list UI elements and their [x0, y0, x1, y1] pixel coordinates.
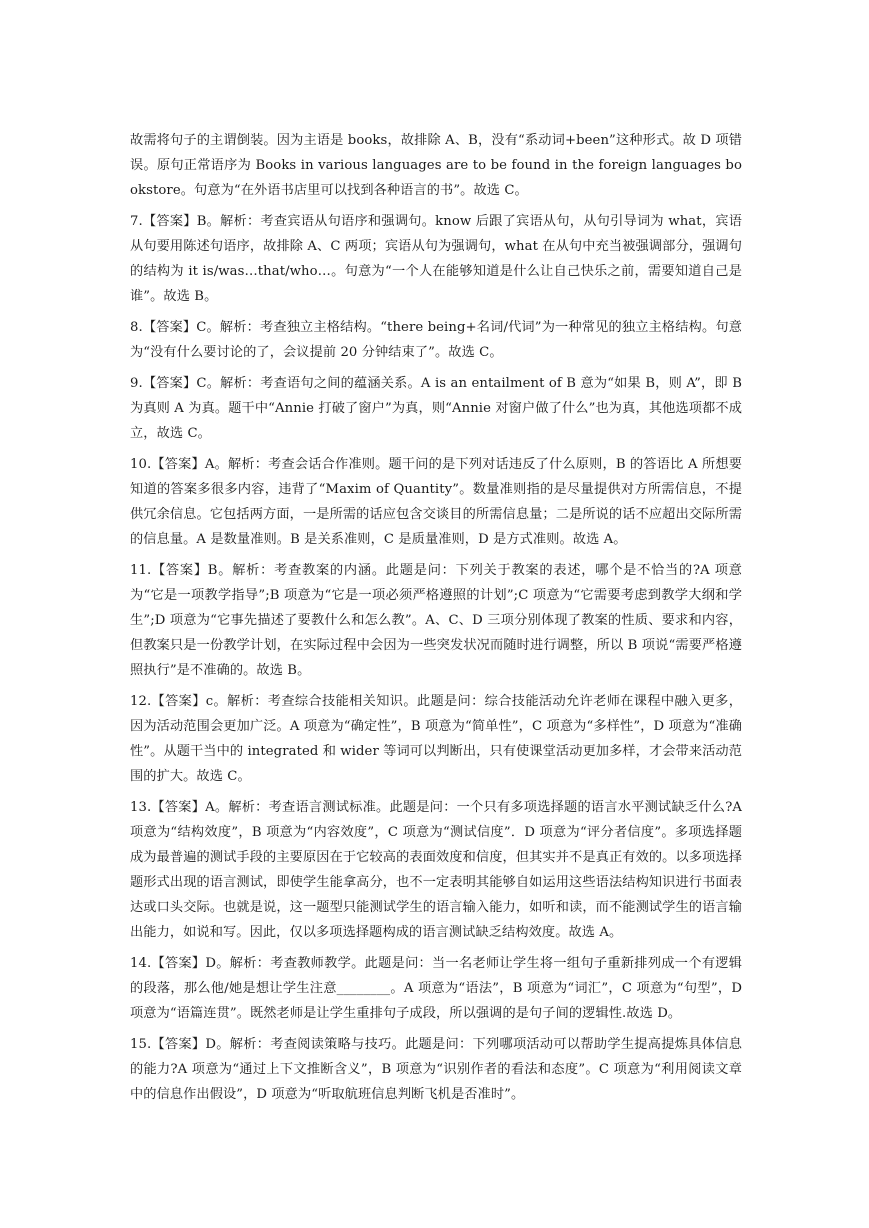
answer-13: 13.【答案】A。解析：考查语言测试标准。此题是问：一个只有多项选择题的语言水平测试缺乏什么?A 项意为“结构效度”，B 项意为“内容效度”，C 项意为“测试信度”．D 项意为“评分者信度”。多项选择题成为最普遍的测试手段的主要原因在于它较高的表面效度和信度，但其实并不是真正有效的。以多项选择题形式出现的语言测试，即使学生能拿高分，也不一定表明其能够自如运用这些语法结构知识进行书面表达或口头交际。也就是说，这一题型只能测试学生的语言输入能力，如听和读，而不能测试学生的语言输出能力，如说和写。因此，仅以多项选择题构成的语言测试缺乏结构效度。故选 A。	[130, 800, 742, 940]
answer-7: 7.【答案】B。解析：考查宾语从句语序和强调句。know 后跟了宾语从句，从句引导词为 what，宾语从句要用陈述句语序，故排除 A、C 两项；宾语从句为强调句，what 在从句中充当被强调部分，强调句的结构为 it is/was…that/who…。句意为“一个人在能够知道是什么让自己快乐之前，需要知道自己是谁”。故选 B。	[130, 214, 742, 304]
paragraph-continuation: 故需将句子的主谓倒装。因为主语是 books，故排除 A、B，没有“系动词+been”这种形式。故 D 项错误。原句正常语序为 Books in various languages are to be found in the foreign languages bookstore。句意为“在外语书店里可以找到各种语言的书”。故选 C。	[130, 133, 742, 198]
answer-11: 11.【答案】B。解析：考查教案的内涵。此题是问：下列关于教案的表述，哪个是不恰当的?A 项意为“它是一项教学指导”;B 项意为“它是一项必须严格遵照的计划”;C 项意为“它需要考虑到教学大纲和学生”;D 项意为“它事先描述了要教什么和怎么教”。A、C、D 三项分别体现了教案的性质、要求和内容，但教案只是一份教学计划，在实际过程中会因为一些突发状况而随时进行调整，所以 B 项说“需要严格遵照执行”是不准确的。故选 B。	[130, 563, 742, 678]
answer-12: 12.【答案】c。解析：考查综合技能相关知识。此题是问：综合技能活动允许老师在课程中融入更多，因为活动范围会更加广泛。A 项意为“确定性”，B 项意为“简单性”，C 项意为“多样性”，D 项意为“准确性”。从题干当中的 integrated 和 wider 等词可以判断出，只有使课堂活动更加多样，才会带来活动范围的扩大。故选 C。	[130, 694, 742, 784]
answer-10: 10.【答案】A。解析：考查会话合作准则。题干问的是下列对话违反了什么原则，B 的答语比 A 所想要知道的答案多很多内容，违背了“Maxim of Quantity”。数量准则指的是尽量提供对方所需信息，不提供冗余信息。它包括两方面，一是所需的话应包含交谈目的所需信息量；二是所说的话不应超出交际所需的信息量。A 是数量准则。B 是关系准则，C 是质量准则，D 是方式准则。故选 A。	[130, 457, 742, 547]
answer-9: 9.【答案】C。解析：考查语句之间的蕴涵关系。A is an entailment of B 意为“如果 B，则 A”，即 B 为真则 A 为真。题干中“Annie 打破了窗户”为真，则“Annie 对窗户做了什么”也为真，其他选项都不成立，故选 C。	[130, 376, 742, 441]
answer-14: 14.【答案】D。解析：考查教师教学。此题是问：当一名老师让学生将一组句子重新排列成一个有逻辑的段落，那么他/她是想让学生注意________。A 项意为“语法”，B 项意为“词汇”，C 项意为“句型”，D 项意为“语篇连贯”。既然老师是让学生重排句子成段，所以强调的是句子间的逻辑性.故选 D。	[130, 956, 742, 1021]
document-page	[130, 128, 742, 1113]
answer-8: 8.【答案】C。解析：考查独立主格结构。“there being+名词/代词”为一种常见的独立主格结构。句意为“没有什么要讨论的了，会议提前 20 分钟结束了”。故选 C。	[130, 320, 742, 360]
answer-15: 15.【答案】D。解析：考查阅读策略与技巧。此题是问：下列哪项活动可以帮助学生提高提炼具体信息的能力?A 项意为“通过上下文推断含义”，B 项意为“识别作者的看法和态度”。C 项意为“利用阅读文章中的信息作出假设”，D 项意为“听取航班信息判断飞机是否准时”。	[130, 1037, 742, 1102]
